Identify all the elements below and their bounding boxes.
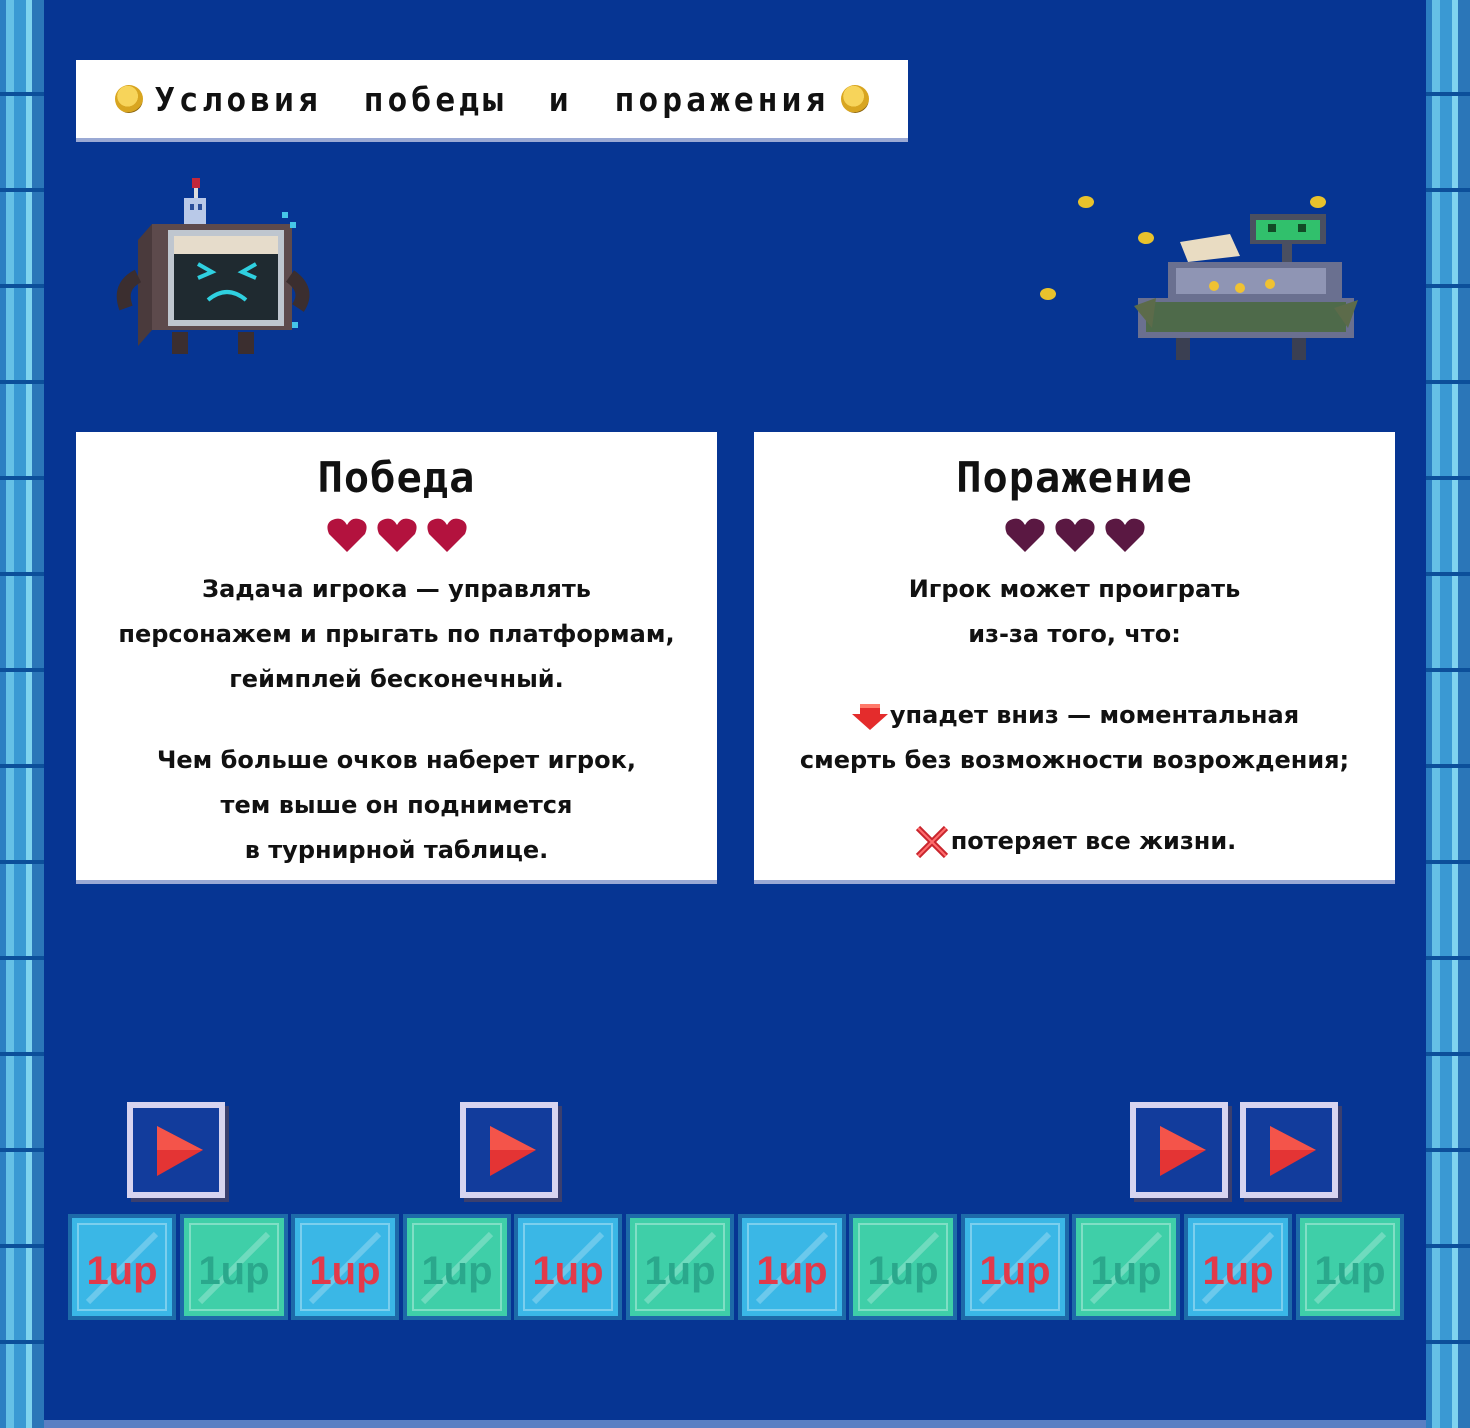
- victory-title: Победа: [317, 453, 476, 502]
- defeat-reason-fall: упадет вниз — моментальная: [754, 693, 1395, 738]
- defeat-title: Поражение: [956, 453, 1193, 502]
- victory-text-line: геймплей бесконечный.: [229, 665, 564, 693]
- one-up-tile: [68, 1214, 176, 1320]
- one-up-tile: [180, 1214, 288, 1320]
- one-up-label: 1up: [1090, 1249, 1162, 1293]
- play-block: [127, 1102, 229, 1202]
- one-up-label: 1up: [86, 1249, 158, 1293]
- defeat-card: [754, 432, 1395, 880]
- heart-icon: [426, 516, 468, 554]
- one-up-tile: [291, 1214, 399, 1320]
- one-up-tile: [1296, 1214, 1404, 1320]
- one-up-tile: [626, 1214, 734, 1320]
- one-up-tile: [403, 1214, 511, 1320]
- flying-coin-icon: [1078, 196, 1094, 208]
- bottom-strip: [44, 1420, 1426, 1428]
- one-up-tile: [1072, 1214, 1180, 1320]
- victory-text-line: тем выше он поднимется: [220, 791, 573, 819]
- one-up-label: 1up: [756, 1249, 828, 1293]
- coin-icon: [115, 85, 143, 113]
- victory-text-line: Чем больше очков наберет игрок,: [156, 746, 636, 774]
- one-up-label: 1up: [644, 1249, 716, 1293]
- sad-tv-robot-sprite: [112, 176, 312, 360]
- heart-icon: [1104, 516, 1146, 554]
- one-up-label: 1up: [1202, 1249, 1274, 1293]
- heart-icon: [1054, 516, 1096, 554]
- play-block: [460, 1102, 562, 1202]
- one-up-label: 1up: [867, 1249, 939, 1293]
- one-up-tile: [738, 1214, 846, 1320]
- one-up-tile: [961, 1214, 1069, 1320]
- flying-coin-icon: [1040, 288, 1056, 300]
- one-up-label: 1up: [309, 1249, 381, 1293]
- heart-icon: [326, 516, 368, 554]
- arrow-down-icon: [850, 700, 890, 732]
- one-up-tile: [849, 1214, 957, 1320]
- coin-icon: [841, 85, 869, 113]
- one-up-label: 1up: [979, 1249, 1051, 1293]
- right-pillar: [1426, 0, 1470, 1428]
- heart-icon: [1004, 516, 1046, 554]
- heart-icon: [376, 516, 418, 554]
- play-block: [1130, 1102, 1232, 1202]
- one-up-tile: [514, 1214, 622, 1320]
- defeat-text-line: из-за того, что:: [968, 620, 1181, 648]
- one-up-label: 1up: [532, 1249, 604, 1293]
- defeat-text-line: смерть без возможности возрождения;: [799, 746, 1350, 774]
- page-title: Условия победы и поражения: [154, 79, 830, 119]
- victory-hearts: [76, 516, 717, 556]
- cross-icon: [913, 823, 951, 861]
- victory-text-line: Задача игрока — управлять: [202, 575, 591, 603]
- play-block: [1240, 1102, 1342, 1202]
- victory-text-line: персонажем и прыгать по платформам,: [118, 620, 675, 648]
- defeat-reason-lives: потеряет все жизни.: [754, 819, 1395, 864]
- defeat-hearts: [754, 516, 1395, 556]
- title-banner: [76, 60, 908, 138]
- victory-card: [76, 432, 717, 880]
- one-up-label: 1up: [198, 1249, 270, 1293]
- defeat-text-line: Игрок может проиграть: [908, 575, 1241, 603]
- cash-register-sprite: [1034, 190, 1364, 364]
- flying-coin-icon: [1310, 196, 1326, 208]
- victory-text-line: в турнирной таблице.: [244, 836, 549, 864]
- one-up-label: 1up: [421, 1249, 493, 1293]
- left-pillar: [0, 0, 44, 1428]
- flying-coin-icon: [1138, 232, 1154, 244]
- one-up-tile: [1184, 1214, 1292, 1320]
- one-up-label: 1up: [1314, 1249, 1386, 1293]
